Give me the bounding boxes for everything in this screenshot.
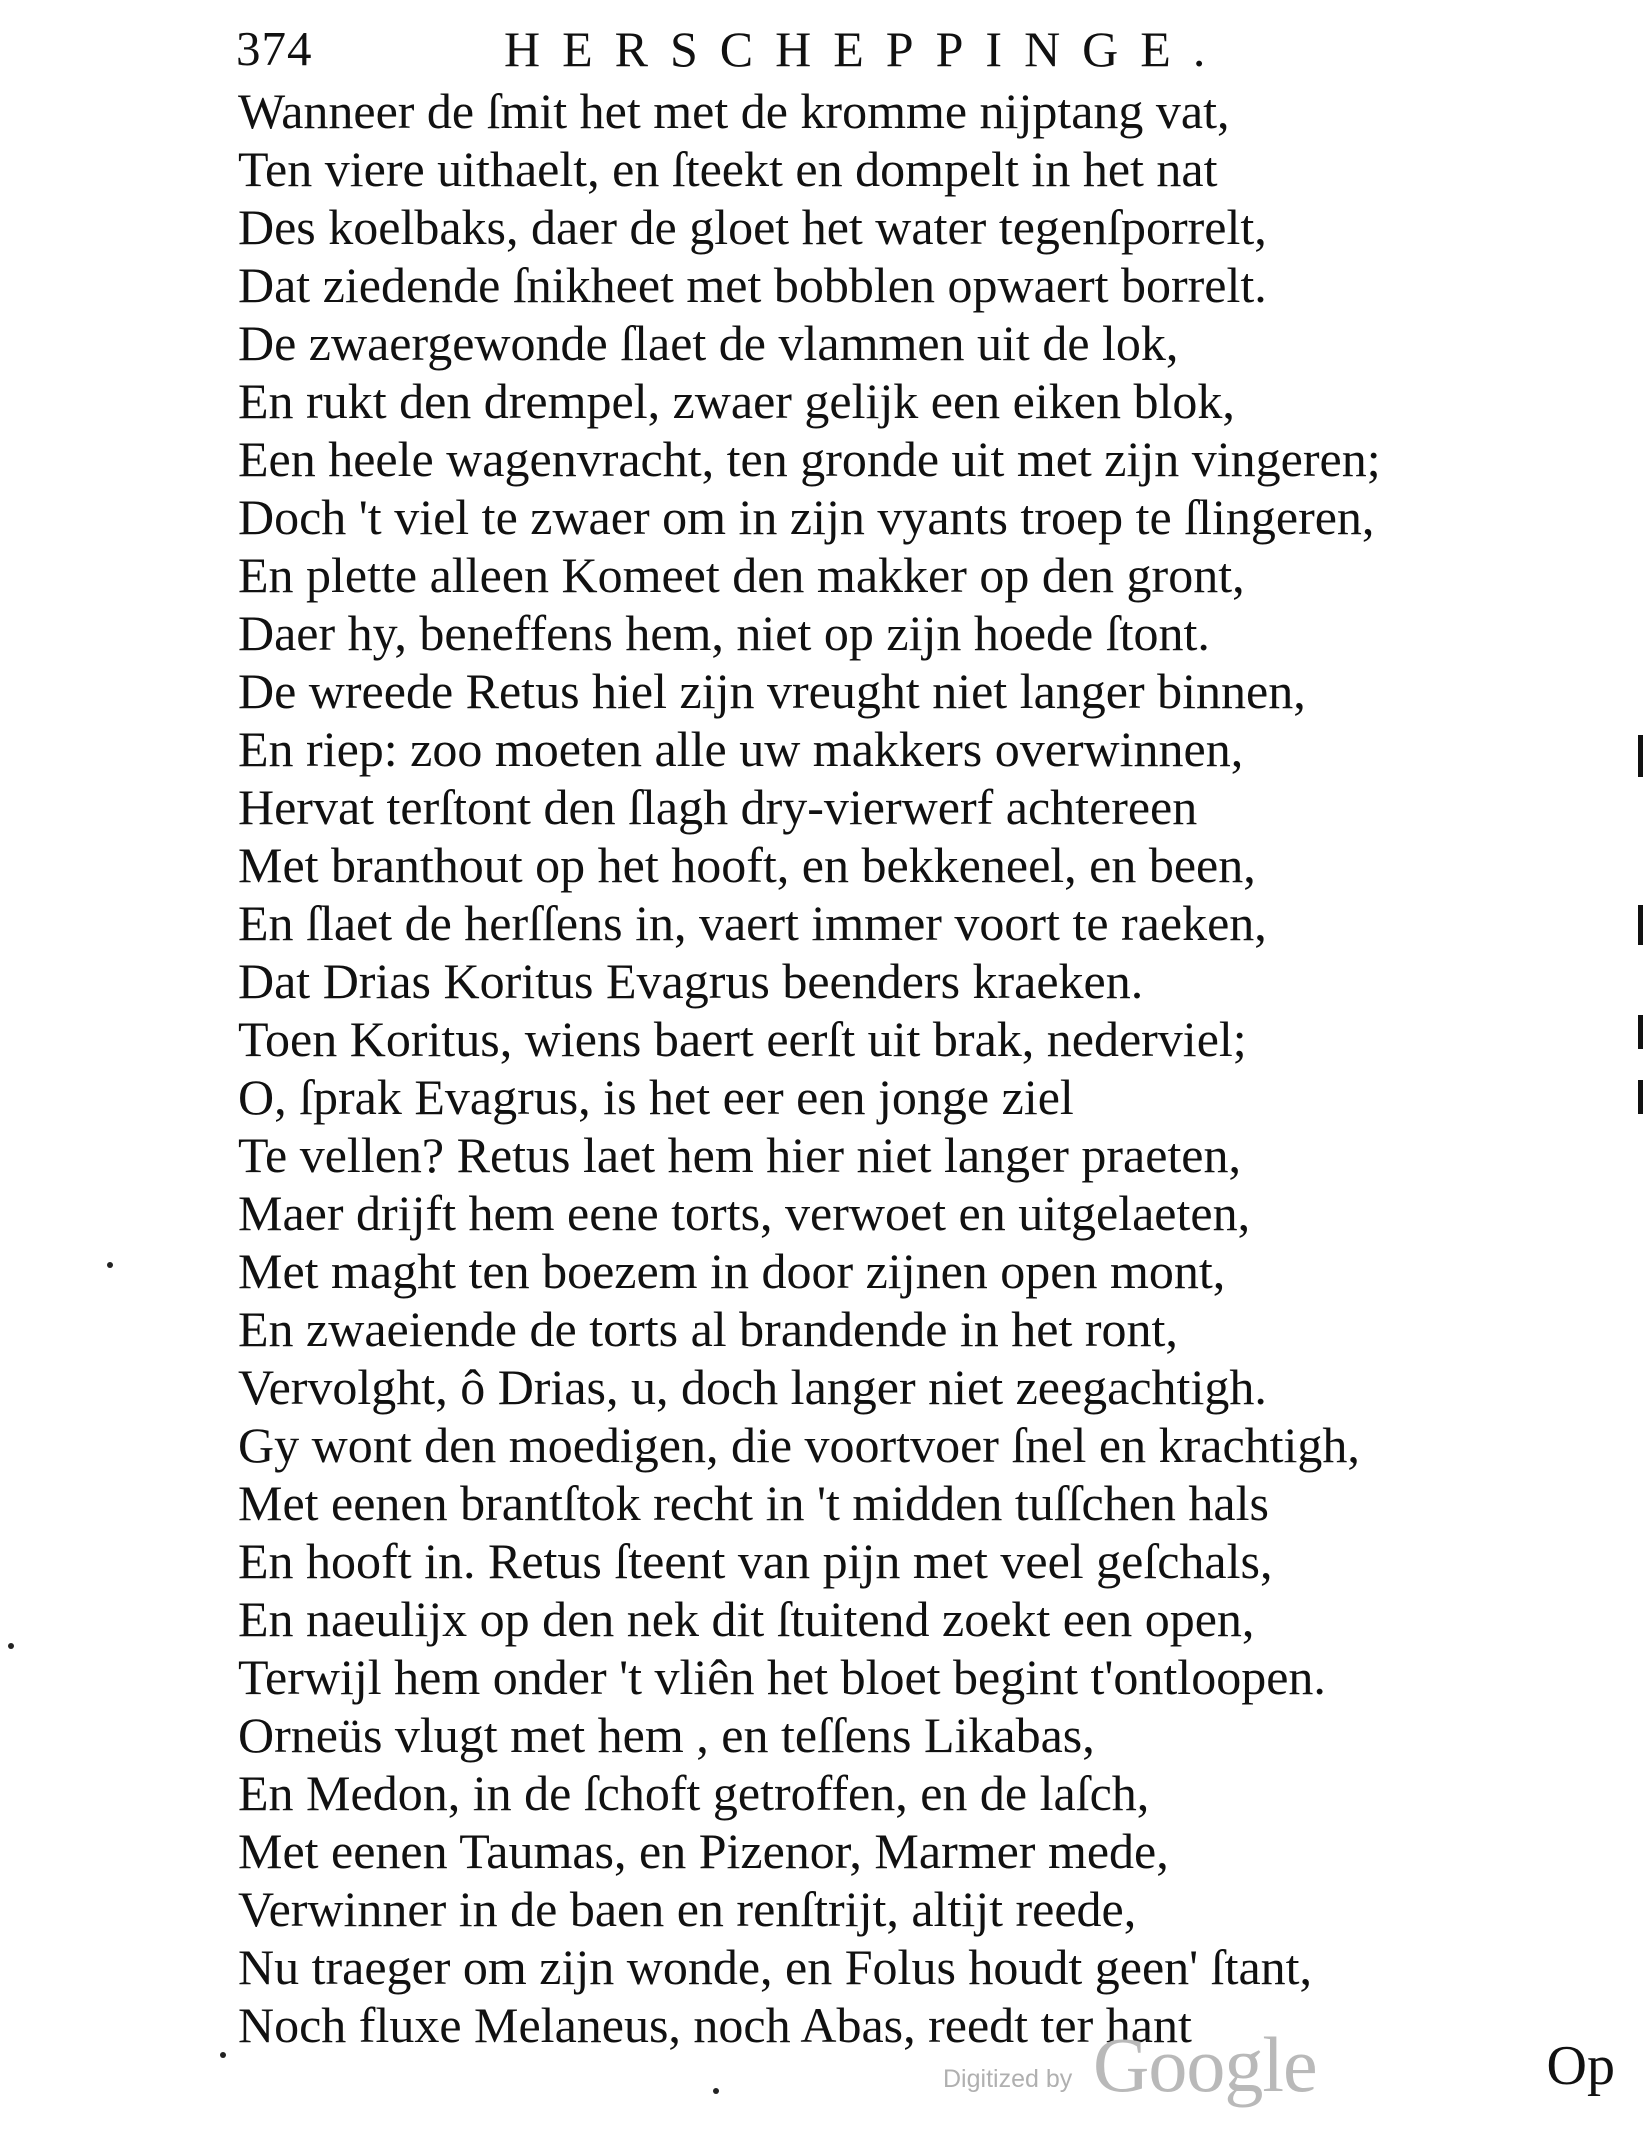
edge-bleed-mark [1638,905,1643,945]
ink-speck [713,2088,719,2094]
verse-line: Noch fluxe Melaneus, noch Abas, reedt ter hant [238,1997,1192,2053]
verse-line: Met branthout op het hooft, en bekkeneel, en been, [238,837,1256,893]
verse-line: Ten viere uithaelt, en ſteekt en dompelt in het nat [238,141,1218,197]
verse-line: Daer hy, beneffens hem, niet op zijn hoede ſtont. [238,605,1210,661]
verse-line: Dat ziedende ſnikheet met bobblen opwaert borrelt. [238,257,1267,313]
verse-line: En hooft in. Retus ſteent van pijn met veel geſchals, [238,1533,1273,1589]
verse-line: En plette alleen Komeet den makker op den gront, [238,547,1245,603]
verse-line: En Medon, in de ſchoft getroffen, en de laſch, [238,1765,1150,1821]
running-title: HERSCHEPPINGE. [504,21,1228,77]
verse-line: Doch 't viel te zwaer om in zijn vyants troep te ſlingeren, [238,489,1375,545]
verse-line: O, ſprak Evagrus, is het eer een jonge ziel [238,1069,1074,1125]
edge-bleed-mark [1638,735,1643,777]
verse-line: Met eenen Taumas, en Pizenor, Marmer mede, [238,1823,1169,1879]
poem-text [238,82,1598,2054]
verse-line: De wreede Retus hiel zijn vreught niet langer binnen, [238,663,1306,719]
verse-line: Te vellen? Retus laet hem hier niet langer praeten, [238,1127,1242,1183]
ink-speck [8,1643,14,1649]
verse-line: De zwaergewonde ſlaet de vlammen uit de lok, [238,315,1179,371]
digitized-watermark [943,2021,1317,2108]
verse-line: Terwijl hem onder 't vliên het bloet begint t'ontloopen. [238,1649,1326,1705]
verse-line: Een heele wagenvracht, ten gronde uit met zijn vingeren; [238,431,1381,487]
google-logo: Google [1093,2021,1317,2108]
ink-speck [220,2052,226,2058]
verse-line: En zwaeiende de torts al brandende in het ront, [238,1301,1178,1357]
verse-line: Gy wont den moedigen, die voortvoer ſnel en krachtigh, [238,1417,1360,1473]
digitized-label: Digitized by [943,2065,1073,2093]
verse-line: Des koelbaks, daer de gloet het water tegenſporrelt, [238,199,1267,255]
verse-line: Wanneer de ſmit het met de kromme nijptang vat, [238,83,1230,139]
verse-line: Maer drijft hem eene torts, verwoet en uitgelaeten, [238,1185,1251,1241]
verse-line: En ſlaet de herſſens in, vaert immer voort te raeken, [238,895,1267,951]
page-header [236,14,1416,84]
verse-line: Toen Koritus, wiens baert eerſt uit brak, nederviel; [238,1011,1247,1067]
verse-line: En riep: zoo moeten alle uw makkers overwinnen, [238,721,1244,777]
catchword: Op [1546,2035,1615,2097]
edge-bleed-mark [1638,1080,1643,1114]
verse-line: Nu traeger om zijn wonde, en Folus houdt geen' ſtant, [238,1939,1313,1995]
verse-line: En naeulijx op den nek dit ſtuitend zoekt een open, [238,1591,1255,1647]
edge-bleed-mark [1638,1015,1643,1049]
ink-speck [107,1262,113,1268]
verse-line: Met eenen brantſtok recht in 't midden tuſſchen hals [238,1475,1269,1531]
verse-line: Met maght ten boezem in door zijnen open mont, [238,1243,1226,1299]
verse-line: Vervolght, ô Drias, u, doch langer niet zeegachtigh. [238,1359,1267,1415]
page-number: 374 [236,21,313,76]
verse-line: En rukt den drempel, zwaer gelijk een eiken blok, [238,373,1235,429]
verse-line: Verwinner in de baen en renſtrijt, altijt reede, [238,1881,1137,1937]
verse-line: Dat Drias Koritus Evagrus beenders kraeken. [238,953,1144,1009]
verse-line: Hervat terſtont den ſlagh dry-vierwerf achtereen [238,779,1198,835]
verse-line: Orneüs vlugt met hem , en teſſens Likabas, [238,1707,1095,1763]
